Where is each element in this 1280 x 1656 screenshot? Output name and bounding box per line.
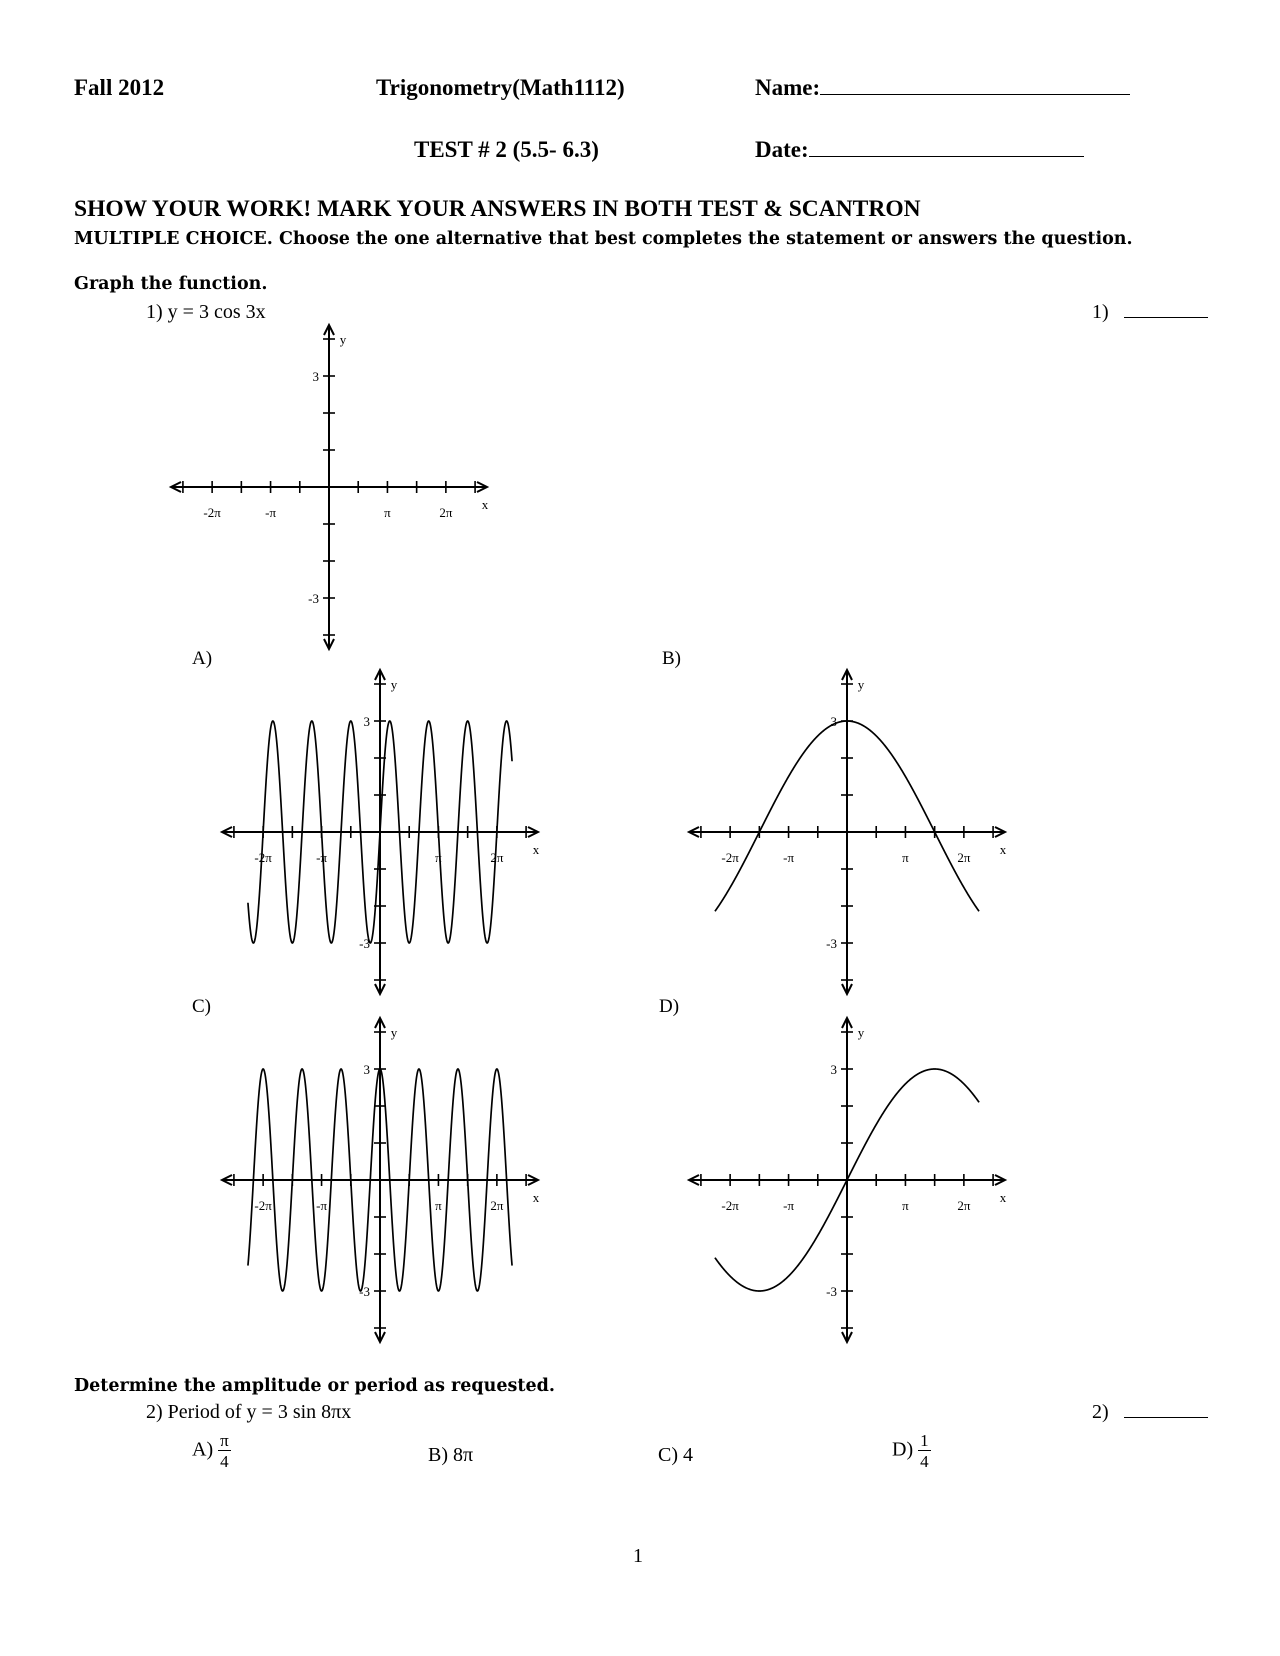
answer2-blank[interactable]	[1124, 1417, 1208, 1418]
y-tick-label-max: 3	[830, 1062, 837, 1077]
question1-text: 1) y = 3 cos 3x	[146, 301, 266, 323]
answer1-field[interactable]	[1092, 301, 1208, 324]
y-tick-label-min: -3	[826, 1284, 837, 1299]
x-tick-label-negpi: -π	[783, 850, 795, 865]
q2-option-c[interactable]: C) 4	[658, 1444, 693, 1466]
y-axis-label: y	[390, 1025, 398, 1040]
y-axis-label: y	[390, 677, 398, 692]
graph-option-c[interactable]	[220, 1015, 540, 1345]
section1-heading: Graph the function.	[74, 274, 268, 294]
y-tick-label-min: -3	[826, 936, 837, 951]
x-tick-label-pi: π	[435, 850, 442, 865]
blank-graph	[169, 322, 489, 652]
q2-option-d-label: D)	[892, 1438, 914, 1461]
name-label: Name:	[755, 75, 821, 100]
y-axis-label: y	[857, 677, 865, 692]
x-tick-label-2pi: 2π	[439, 505, 453, 520]
x-tick-label-pi: π	[902, 1198, 909, 1213]
q2-option-d[interactable]	[892, 1432, 931, 1470]
course-title: Trigonometry(Math1112)	[376, 75, 625, 100]
name-field[interactable]	[755, 75, 1130, 101]
name-blank[interactable]	[820, 94, 1130, 95]
x-tick-label-pi: π	[435, 1198, 442, 1213]
x-tick-label-negpi: -π	[265, 505, 277, 520]
y-tick-label-min: -3	[359, 1284, 370, 1299]
graph-option-a[interactable]	[220, 667, 540, 997]
answer2-field[interactable]	[1092, 1401, 1208, 1424]
y-tick-label-max: 3	[312, 369, 319, 384]
q2-option-d-numerator: 1	[920, 1431, 929, 1450]
y-axis-label: y	[857, 1025, 865, 1040]
x-tick-label-neg2pi: -2π	[254, 1198, 272, 1213]
y-tick-label-max: 3	[830, 714, 837, 729]
graph-option-d[interactable]	[687, 1015, 1007, 1345]
q2-option-d-denominator: 4	[920, 1452, 929, 1471]
x-tick-label-2pi: 2π	[957, 1198, 971, 1213]
y-axis-label: y	[339, 332, 347, 347]
x-tick-label-pi: π	[902, 850, 909, 865]
x-tick-label-neg2pi: -2π	[721, 1198, 739, 1213]
date-field[interactable]	[755, 137, 1084, 163]
x-tick-label-neg2pi: -2π	[721, 850, 739, 865]
q2-option-a-label: A)	[192, 1438, 214, 1461]
show-work-instruction: SHOW YOUR WORK! MARK YOUR ANSWERS IN BOTH TEST & SCANTRON	[74, 196, 921, 222]
answer2-label: 2)	[1092, 1401, 1109, 1423]
date-blank[interactable]	[809, 156, 1084, 157]
option-c-label[interactable]: C)	[192, 996, 211, 1017]
x-axis-label: x	[532, 842, 540, 857]
x-tick-label-negpi: -π	[316, 1198, 328, 1213]
q2-option-b[interactable]: B) 8π	[428, 1444, 474, 1466]
x-tick-label-neg2pi: -2π	[254, 850, 272, 865]
y-tick-label-min: -3	[308, 591, 319, 606]
answer1-label: 1)	[1092, 301, 1109, 323]
date-label: Date:	[755, 137, 809, 162]
x-tick-label-2pi: 2π	[490, 1198, 504, 1213]
q2-option-d-fraction	[918, 1432, 931, 1470]
x-tick-label-2pi: 2π	[957, 850, 971, 865]
section2-heading: Determine the amplitude or period as requested.	[74, 1376, 555, 1396]
page-number: 1	[633, 1545, 643, 1567]
q2-option-a[interactable]	[192, 1432, 231, 1470]
x-tick-label-pi: π	[384, 505, 391, 520]
option-b-label[interactable]: B)	[662, 648, 681, 669]
x-axis-label: x	[481, 497, 489, 512]
y-tick-label-min: -3	[359, 936, 370, 951]
x-tick-label-neg2pi: -2π	[203, 505, 221, 520]
question2-text: 2) Period of y = 3 sin 8πx	[146, 1401, 352, 1423]
x-axis-label: x	[999, 1190, 1007, 1205]
graph-option-b[interactable]	[687, 667, 1007, 997]
x-tick-label-negpi: -π	[316, 850, 328, 865]
x-axis-label: x	[532, 1190, 540, 1205]
q2-option-a-fraction	[218, 1432, 231, 1470]
term-label: Fall 2012	[74, 75, 165, 100]
option-a-label[interactable]: A)	[192, 648, 213, 669]
x-axis-label: x	[999, 842, 1007, 857]
x-tick-label-2pi: 2π	[490, 850, 504, 865]
answer1-blank[interactable]	[1124, 317, 1208, 318]
q2-option-a-numerator: π	[220, 1431, 229, 1450]
x-tick-label-negpi: -π	[783, 1198, 795, 1213]
q2-option-a-denominator: 4	[220, 1452, 229, 1471]
multiple-choice-instruction: MULTIPLE CHOICE. Choose the one alternative that best completes the statement or answers the question.	[74, 229, 1133, 249]
y-tick-label-max: 3	[363, 1062, 370, 1077]
test-title: TEST # 2 (5.5- 6.3)	[414, 137, 599, 162]
option-d-label[interactable]: D)	[659, 996, 680, 1017]
y-tick-label-max: 3	[363, 714, 370, 729]
